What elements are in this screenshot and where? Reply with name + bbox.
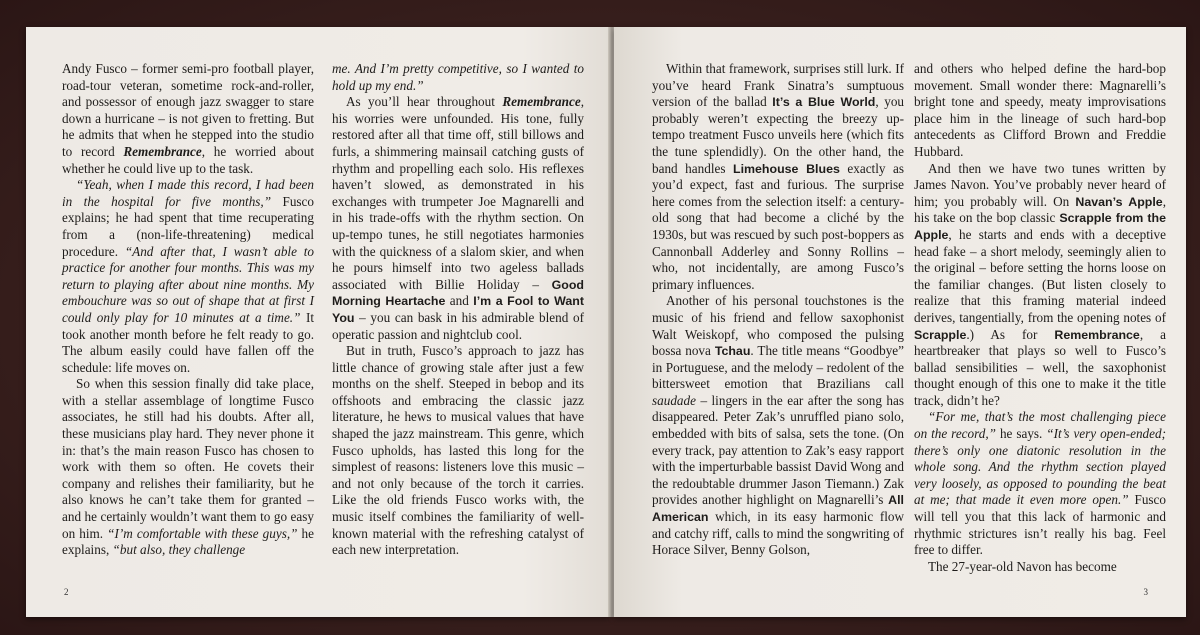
page-number: 3 xyxy=(1143,587,1148,597)
quote: “but also, they challenge xyxy=(112,542,246,558)
paragraph: “For me, that’s the most challenging piece on the record,” he says. “It’s very open-ended; there’s only one diatonic resolution in the whole song. And the rhythm section played very loosely, as opposed to pounding the beat at me; that made it even more open.” Fusco will tell you that this lack of harmonic and rhythmic strictures isn’t really his bag. Feel free to differ. xyxy=(914,409,1166,558)
paragraph: So when this session finally did take place, with a stellar assemblage of longtime Fusco associates, he still had his doubts. After all, these musicians play hard. They never phone it in: that’s the main reason Fusco has chosen to work with them so often. He covets their company and relishes their familiarity, but he also knows he can’t take them for granted – and he certainly wouldn’t want them to go easy on him. “I’m comfortable with these guys,” he explains, “but also, they challenge xyxy=(62,376,314,558)
song-title: It’s a Blue World xyxy=(772,95,876,110)
paragraph: Within that framework, surprises still lurk. If you’ve heard Frank Sinatra’s sumptuous version of the ballad It’s a Blue World, you probably weren’t expecting the breezy up-tempo treatment Fusco unveils here (which fits the tune splendidly). On the other hand, the band handles Limehouse Blues exactly as you’d expect, fast and furious. The surprise here comes from the selection itself: a century-old song that had become a cliché by the 1930s, but was rescued by such post-boppers as Cannonball Adderley and Sonny Rollins – who, not incidentally, are among Fusco’s primary influences. xyxy=(652,61,905,292)
right-column-1 xyxy=(652,61,904,559)
right-column-2 xyxy=(914,61,1166,575)
paragraph: As you’ll hear throughout Remembrance, his worries were unfounded. His tone, fully restored after all that time off, still billows and furls, a shimmering mainsail catching gusts of rhythm and propelling each solo. His reflexes haven’t slowed, as demonstrated in his exchanges with trumpeter Joe Magnarelli and in his trade-offs with the rhythm section. On up-tempo tunes, he still negotiates harmonies with the quickness of a slalom skier, and when he pours himself into two ageless ballads associated with Billie Holiday – Good Morning Heartache and I’m a Fool to Want You – you can bask in his admirable blend of operatic passion and nightclub cool. xyxy=(332,94,584,342)
paragraph: Another of his personal touchstones is the music of his friend and fellow saxophonist Walt Weiskopf, who composed the pulsing bossa nova Tchau. The title means “Goodbye” in Portuguese, and the melody – redolent of the bittersweet emotion that Brazilians call saudade – lingers in the ear after the song has disappeared. Peter Zak’s unruffled piano solo, embedded with bits of salsa, sets the tone. (On every track, pay attention to Zak’s easy rapport with the imperturbable bassist David Wong and the redoubtable drummer Jason Tiemann.) Zak provides another highlight on Magnarelli’s All American which, in its easy harmonic flow and catchy riff, calls to mind the songwriting of Horace Silver, Benny Golson, xyxy=(652,293,904,558)
paragraph: The 27-year-old Navon has become xyxy=(928,558,1117,574)
paragraph: But in truth, Fusco’s approach to jazz has little chance of growing stale after just a few months on the shelf. Steeped in bebop and its offshoots and embracing the classic jazz literature, he hews to musical values that have shaped the jazz mainstream. This genre, which Fusco upholds, has lasted this long for the simplest of reasons: listeners love this music – and not only because of the torch it carries. Like the old friends Fusco works with, the music itself combines the familiarity of well-known material with the refreshing catalyst of each new interpretation. xyxy=(332,343,584,558)
song-title: Navan’s Apple xyxy=(1075,194,1163,209)
right-page xyxy=(614,27,1186,617)
page-number: 2 xyxy=(64,587,69,597)
song-title: Limehouse Blues xyxy=(733,161,840,176)
song-title: Good Morning Heartache xyxy=(332,277,584,309)
quote: “I’m comfortable with these guys,” xyxy=(107,525,298,541)
paragraph: Andy Fusco – former semi-pro football player, road-tour veteran, sometime rock-and-roller, and possessor of enough jazz swagger to stare down a hurricane – is not given to fretting. But he admits that when he stepped into the studio to record Remembrance, he worried about whether he could live up to the task. xyxy=(62,61,315,176)
left-column-2 xyxy=(332,61,584,559)
paragraph: “Yeah, when I made this record, I had been in the hospital for five months,” Fusco explains; he had spent that time recuperating from a (non-life-threatening) medical procedure. “And after that, I wasn’t able to practice for another four months. This was my return to playing after about nine months. My embouchure was so out of shape that at first I could only play for 10 minutes at a time.” It took another month before he felt ready to go. The album easily could have fallen off the schedule: life moves on. xyxy=(62,177,315,375)
song-title: All American xyxy=(652,493,904,525)
quote: “It’s very open-ended; there’s only one diatonic resolution in the whole song. And the rhythm section played very loosely, as opposed to pounding the beat at me; that made it even more open.” xyxy=(914,426,1166,508)
quote: “For me, that’s the most challenging piece on the record,” xyxy=(914,409,1166,442)
song-title: Scrapple xyxy=(914,327,967,342)
quote: “And after that, I wasn’t able to practice for another four months. This was my return to playing after about nine months. My embouchure was so out of shape that at first I could only play for 10 minutes at a time.” xyxy=(62,243,315,325)
song-title: Tchau xyxy=(714,344,751,359)
song-title: I’m a Fool to Want You xyxy=(332,294,584,325)
album-title: Remembrance xyxy=(502,94,581,110)
paragraph: And then we have two tunes written by James Navon. You’ve probably never heard of him; you probably will. On Navan’s Apple, his take on the bop classic Scrapple from the Apple, he starts and ends with a deceptive head fake – a short melody, seemingly alien to the original – before setting the horns loose on the familiar changes. (But listen closely to realize that this framing material indeed derives, tangentially, from the opening notes of Scrapple.) As for Remembrance, a heartbreaker that plays so well to Fusco’s ballad sensibilities – well, the saxophonist thought enough of this one to make it the title track, didn’t he? xyxy=(914,160,1167,408)
quote-continuation: me. And I’m pretty competitive, so I wanted to hold up my end.” xyxy=(332,61,584,93)
paragraph: and others who helped define the hard-bop movement. Small wonder there: Magnarelli’s bright tone and speedy, meaty improvisations place him in the lineage of such hard-bop antecedents as Clifford Brown and Freddie Hubbard. xyxy=(914,61,1166,159)
song-title: Remembrance xyxy=(1054,327,1140,342)
left-page xyxy=(26,27,610,617)
left-column-1 xyxy=(62,61,314,559)
album-title: Remembrance xyxy=(123,143,202,159)
song-title: Scrapple from the Apple xyxy=(914,211,1166,242)
quote: “Yeah, when I made this record, I had been in the hospital for five months,” xyxy=(62,177,314,209)
